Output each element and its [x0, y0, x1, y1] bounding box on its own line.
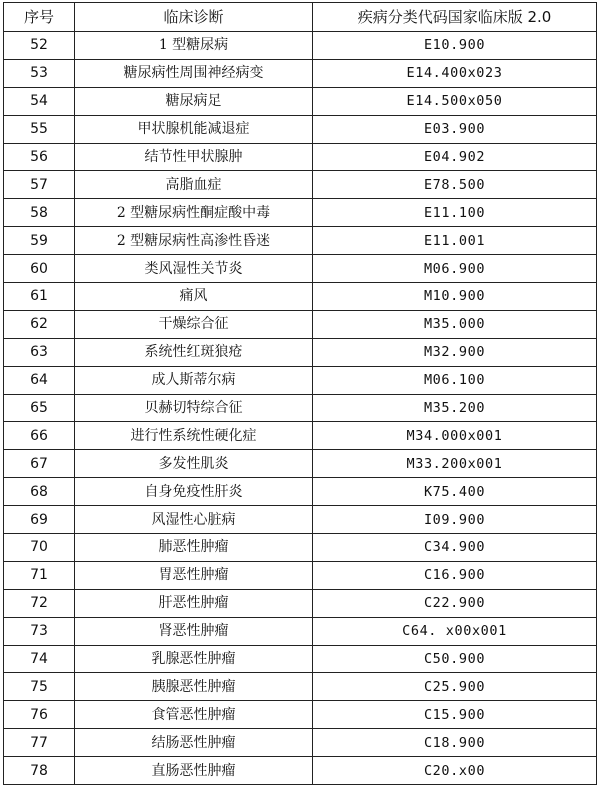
serial-number-cell: 58 [4, 199, 75, 227]
serial-number-cell: 74 [4, 645, 75, 673]
code-cell: M35.000 [313, 310, 597, 338]
header-disease-code: 疾病分类代码国家临床版 2.0 [313, 3, 597, 32]
header-clinical-diagnosis: 临床诊断 [75, 3, 313, 32]
diagnosis-cell: 结节性甲状腺肿 [75, 143, 313, 171]
code-cell: M06.100 [313, 366, 597, 394]
code-cell: M06.900 [313, 255, 597, 283]
table-row [4, 729, 597, 757]
code-cell: C20.x00 [313, 757, 597, 785]
code-cell: C50.900 [313, 645, 597, 673]
code-cell: C18.900 [313, 729, 597, 757]
code-cell: E10.900 [313, 32, 597, 60]
diagnosis-cell: 痛风 [75, 283, 313, 311]
serial-number-cell: 72 [4, 589, 75, 617]
table-row [4, 673, 597, 701]
diagnosis-cell: 胰腺恶性肿瘤 [75, 673, 313, 701]
table-row [4, 143, 597, 171]
code-cell: M34.000x001 [313, 422, 597, 450]
diagnosis-cell: 结肠恶性肿瘤 [75, 729, 313, 757]
code-cell: I09.900 [313, 506, 597, 534]
code-cell: C16.900 [313, 561, 597, 589]
diagnosis-cell: 2 型糖尿病性酮症酸中毒 [75, 199, 313, 227]
table-row [4, 589, 597, 617]
serial-number-cell: 65 [4, 394, 75, 422]
table-row [4, 757, 597, 785]
diagnosis-cell: 1 型糖尿病 [75, 32, 313, 60]
table-row [4, 227, 597, 255]
diagnosis-cell: 贝赫切特综合征 [75, 394, 313, 422]
serial-number-cell: 57 [4, 171, 75, 199]
serial-number-cell: 60 [4, 255, 75, 283]
serial-number-cell: 76 [4, 701, 75, 729]
diagnosis-cell: 自身免疫性肝炎 [75, 478, 313, 506]
serial-number-cell: 66 [4, 422, 75, 450]
code-cell: M35.200 [313, 394, 597, 422]
serial-number-cell: 55 [4, 115, 75, 143]
diagnosis-cell: 肾恶性肿瘤 [75, 617, 313, 645]
table-row [4, 59, 597, 87]
table-row [4, 561, 597, 589]
serial-number-cell: 67 [4, 450, 75, 478]
table-row [4, 115, 597, 143]
table-header-row [4, 3, 597, 32]
diagnosis-cell: 高脂血症 [75, 171, 313, 199]
code-cell: E11.100 [313, 199, 597, 227]
serial-number-cell: 71 [4, 561, 75, 589]
serial-number-cell: 56 [4, 143, 75, 171]
diagnosis-cell: 多发性肌炎 [75, 450, 313, 478]
table-row [4, 478, 597, 506]
code-cell: C64. x00x001 [313, 617, 597, 645]
diagnosis-code-table [3, 2, 597, 785]
header-serial-number: 序号 [4, 3, 75, 32]
code-cell: E03.900 [313, 115, 597, 143]
code-cell: E14.500x050 [313, 87, 597, 115]
diagnosis-cell: 乳腺恶性肿瘤 [75, 645, 313, 673]
table-row [4, 255, 597, 283]
table-row [4, 310, 597, 338]
code-cell: M33.200x001 [313, 450, 597, 478]
code-cell: C15.900 [313, 701, 597, 729]
diagnosis-cell: 胃恶性肿瘤 [75, 561, 313, 589]
table-row [4, 645, 597, 673]
serial-number-cell: 78 [4, 757, 75, 785]
code-cell: C22.900 [313, 589, 597, 617]
diagnosis-cell: 直肠恶性肿瘤 [75, 757, 313, 785]
diagnosis-cell: 食管恶性肿瘤 [75, 701, 313, 729]
serial-number-cell: 69 [4, 506, 75, 534]
diagnosis-cell: 肺恶性肿瘤 [75, 534, 313, 562]
diagnosis-cell: 甲状腺机能减退症 [75, 115, 313, 143]
serial-number-cell: 54 [4, 87, 75, 115]
serial-number-cell: 64 [4, 366, 75, 394]
serial-number-cell: 53 [4, 59, 75, 87]
diagnosis-cell: 2 型糖尿病性高渗性昏迷 [75, 227, 313, 255]
code-cell: K75.400 [313, 478, 597, 506]
serial-number-cell: 73 [4, 617, 75, 645]
table-row [4, 394, 597, 422]
table-row [4, 366, 597, 394]
table-row [4, 87, 597, 115]
diagnosis-cell: 糖尿病足 [75, 87, 313, 115]
table-row [4, 283, 597, 311]
table-row [4, 422, 597, 450]
serial-number-cell: 61 [4, 283, 75, 311]
code-cell: C34.900 [313, 534, 597, 562]
code-cell: E04.902 [313, 143, 597, 171]
diagnosis-cell: 成人斯蒂尔病 [75, 366, 313, 394]
table-row [4, 617, 597, 645]
code-cell: M32.900 [313, 338, 597, 366]
code-cell: M10.900 [313, 283, 597, 311]
serial-number-cell: 63 [4, 338, 75, 366]
diagnosis-cell: 进行性系统性硬化症 [75, 422, 313, 450]
serial-number-cell: 77 [4, 729, 75, 757]
code-cell: C25.900 [313, 673, 597, 701]
code-cell: E14.400x023 [313, 59, 597, 87]
table-row [4, 534, 597, 562]
table-row [4, 701, 597, 729]
serial-number-cell: 70 [4, 534, 75, 562]
table-row [4, 450, 597, 478]
code-cell: E78.500 [313, 171, 597, 199]
diagnosis-cell: 糖尿病性周围神经病变 [75, 59, 313, 87]
diagnosis-cell: 肝恶性肿瘤 [75, 589, 313, 617]
table-body [4, 32, 597, 785]
diagnosis-cell: 干燥综合征 [75, 310, 313, 338]
table-row [4, 171, 597, 199]
code-cell: E11.001 [313, 227, 597, 255]
serial-number-cell: 59 [4, 227, 75, 255]
table-row [4, 506, 597, 534]
diagnosis-cell: 类风湿性关节炎 [75, 255, 313, 283]
table-row [4, 338, 597, 366]
diagnosis-cell: 系统性红斑狼疮 [75, 338, 313, 366]
serial-number-cell: 75 [4, 673, 75, 701]
serial-number-cell: 62 [4, 310, 75, 338]
diagnosis-cell: 风湿性心脏病 [75, 506, 313, 534]
serial-number-cell: 68 [4, 478, 75, 506]
serial-number-cell: 52 [4, 32, 75, 60]
table-row [4, 199, 597, 227]
table-row [4, 32, 597, 60]
